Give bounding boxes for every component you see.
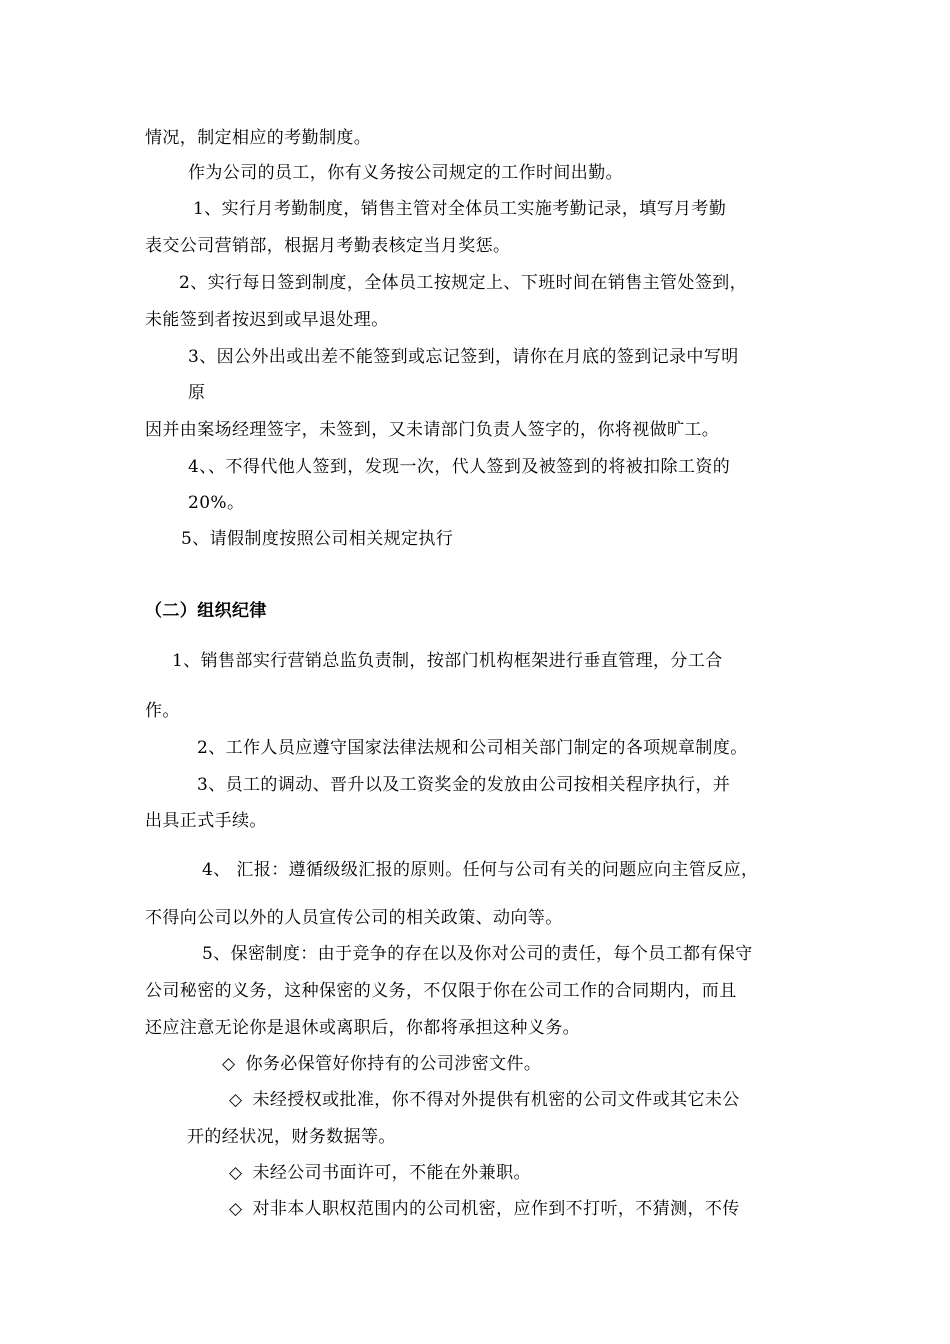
confidentiality-bullet-4 [229,1198,740,1220]
discipline-item-1: 1、销售部实行营销总监负责制，按部门机构框架进行垂直管理，分工合 [172,651,723,671]
attendance-item-2: 2、实行每日签到制度，全体员工按规定上、下班时间在销售主管处签到， [179,273,748,293]
discipline-item-4: 4、 汇报：遵循级级汇报的原则。任何与公司有关的问题应向主管反应， [202,860,759,880]
confidentiality-bullet-3 [229,1162,531,1184]
discipline-item-2: 2、工作人员应遵守国家法律法规和公司相关部门制定的各项规章制度。 [197,738,748,758]
confidentiality-bullet-2-cont: 开的经状况，财务数据等。 [187,1127,396,1147]
section-heading-discipline: （二）组织纪律 [145,601,267,621]
discipline-item-5-cont-1: 公司秘密的义务，这种保密的义务，不仅限于你在公司工作的合同期内，而且 [145,981,737,1001]
confidentiality-bullet-1 [222,1053,541,1075]
discipline-item-1-cont: 作。 [145,701,180,721]
diamond-bullet-icon: ◇ [229,1090,243,1110]
diamond-bullet-icon: ◇ [229,1163,243,1183]
attendance-line-1: 情况，制定相应的考勤制度。 [145,128,372,148]
confidentiality-bullet-2 [229,1089,740,1111]
diamond-bullet-icon: ◇ [229,1199,243,1219]
attendance-item-1-cont: 表交公司营销部，根据月考勤表核定当月奖惩。 [145,236,511,256]
attendance-item-3-cont: 因并由案场经理签字，未签到，又未请部门负责人签字的，你将视做旷工。 [145,420,720,440]
discipline-item-4-cont: 不得向公司以外的人员宣传公司的相关政策、动向等。 [145,908,563,928]
bullet-text: 你务必保管好你持有的公司涉密文件。 [245,1054,542,1074]
discipline-item-5: 5、保密制度：由于竞争的存在以及你对公司的责任，每个员工都有保守 [202,944,753,964]
attendance-item-1: 1、实行月考勤制度，销售主管对全体员工实施考勤记录，填写月考勤 [193,199,727,219]
attendance-line-2: 作为公司的员工，你有义务按公司规定的工作时间出勤。 [188,163,623,183]
attendance-item-4-cont: 20%。 [188,493,245,513]
attendance-item-2-cont: 未能签到者按迟到或早退处理。 [145,310,389,330]
diamond-bullet-icon: ◇ [222,1054,236,1074]
attendance-item-3: 3、因公外出或出差不能签到或忘记签到，请你在月底的签到记录中写明 [188,347,739,367]
attendance-item-3-wrap: 原 [188,383,206,403]
discipline-item-5-cont-2: 还应注意无论你是退休或离职后，你都将承担这种义务。 [145,1018,580,1038]
attendance-item-4: 4、、不得代他人签到，发现一次，代人签到及被签到的将被扣除工资的 [188,457,731,477]
attendance-item-5: 5、请假制度按照公司相关规定执行 [181,529,454,549]
bullet-text: 对非本人职权范围内的公司机密，应作到不打听，不猜测，不传 [252,1199,740,1219]
bullet-text: 未经公司书面许可，不能在外兼职。 [252,1163,531,1183]
discipline-item-3: 3、员工的调动、晋升以及工资奖金的发放由公司按相关程序执行，并 [197,775,731,795]
bullet-text: 未经授权或批准，你不得对外提供有机密的公司文件或其它未公 [252,1090,740,1110]
discipline-item-3-cont: 出具正式手续。 [145,811,267,831]
